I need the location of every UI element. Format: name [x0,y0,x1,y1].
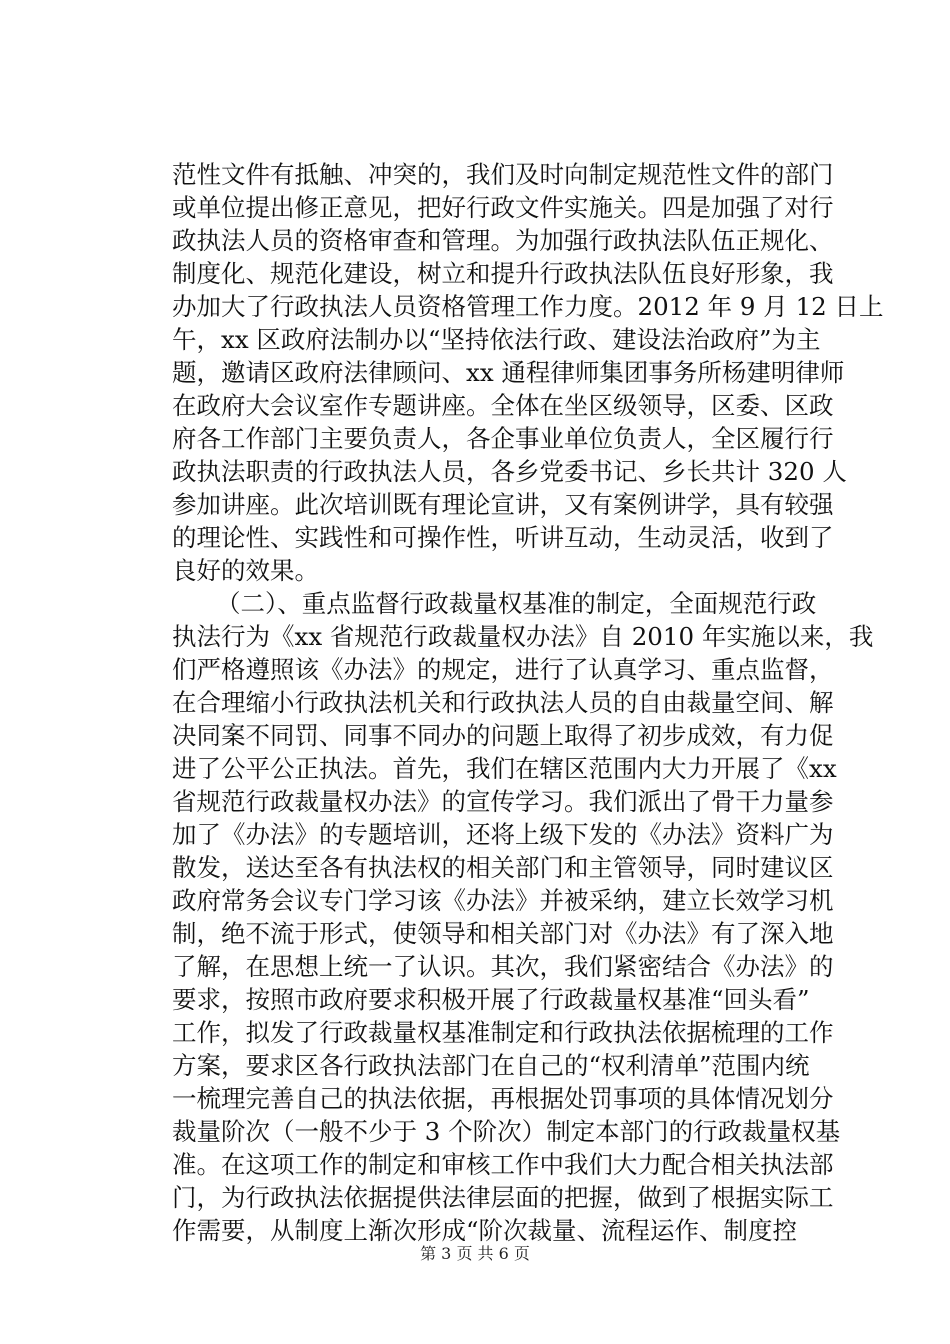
text-line: 范性文件有抵触、冲突的，我们及时向制定规范性文件的部门 [172,160,834,189]
text-line: 门，为行政执法依据提供法律层面的把握，做到了根据实际工 [172,1183,834,1212]
text-line: 政执法人员的资格审查和管理。为加强行政执法队伍正规化、 [172,226,834,255]
text-line: 政执法职责的行政执法人员，各乡党委书记、乡长共计 320 人 [172,457,847,486]
text-line: 办加大了行政执法人员资格管理工作力度。2012 年 9 月 12 日上 [172,292,884,321]
text-line: 在合理缩小行政执法机关和行政执法人员的自由裁量空间、解 [172,688,834,717]
text-line: 参加讲座。此次培训既有理论宣讲，又有案例讲学，具有较强 [172,490,834,519]
text-line: 政府常务会议专门学习该《办法》并被采纳，建立长效学习机 [172,886,834,915]
text-line: 在政府大会议室作专题讲座。全体在坐区级领导，区委、区政 [172,391,834,420]
text-line: 加了《办法》的专题培训，还将上级下发的《办法》资料广为 [172,820,834,849]
text-line: 的理论性、实践性和可操作性，听讲互动，生动灵活，收到了 [172,523,834,552]
section-heading-line: （二）、重点监督行政裁量权基准的制定，全面规范行政 [216,589,817,618]
text-line: 良好的效果。 [172,556,319,585]
text-line: 工作，拟发了行政裁量权基准制定和行政执法依据梳理的工作 [172,1018,834,1047]
text-line: 执法行为《xx 省规范行政裁量权办法》自 2010 年实施以来，我 [172,622,874,651]
text-line: 准。在这项工作的制定和审核工作中我们大力配合相关执法部 [172,1150,834,1179]
text-line: 要求，按照市政府要求积极开展了行政裁量权基准“回头看” [172,985,810,1014]
text-line: 决同案不同罚、同事不同办的问题上取得了初步成效，有力促 [172,721,834,750]
text-line: 或单位提出修正意见，把好行政文件实施关。四是加强了对行 [172,193,834,222]
text-line: 了解，在思想上统一了认识。其次，我们紧密结合《办法》的 [172,952,834,981]
text-line: 裁量阶次（一般不少于 3 个阶次）制定本部门的行政裁量权基 [172,1117,841,1146]
text-line: 题，邀请区政府法律顾问、xx 通程律师集团事务所杨建明律师 [172,358,845,387]
page-number: 第 3 页 共 6 页 [420,1244,530,1263]
text-line: 省规范行政裁量权办法》的宣传学习。我们派出了骨干力量参 [172,787,834,816]
text-line: 午，xx 区政府法制办以“坚持依法行政、建设法治政府”为主 [172,325,821,354]
text-line: 一梳理完善自己的执法依据，再根据处罚事项的具体情况划分 [172,1084,834,1113]
text-line: 进了公平公正执法。首先，我们在辖区范围内大力开展了《xx [172,754,837,783]
body-text [172,158,884,1247]
text-line: 们严格遵照该《办法》的规定，进行了认真学习、重点监督， [172,655,834,684]
text-line: 制度化、规范化建设，树立和提升行政执法队伍良好形象，我 [172,259,834,288]
page-footer [0,1244,950,1264]
text-line: 作需要，从制度上渐次形成“阶次裁量、流程运作、制度控 [172,1216,798,1245]
text-line: 府各工作部门主要负责人，各企事业单位负责人，全区履行行 [172,424,834,453]
text-line: 制，绝不流于形式，使领导和相关部门对《办法》有了深入地 [172,919,834,948]
text-line: 散发，送达至各有执法权的相关部门和主管领导，同时建议区 [172,853,834,882]
text-line: 方案，要求区各行政执法部门在自己的“权利清单”范围内统 [172,1051,810,1080]
